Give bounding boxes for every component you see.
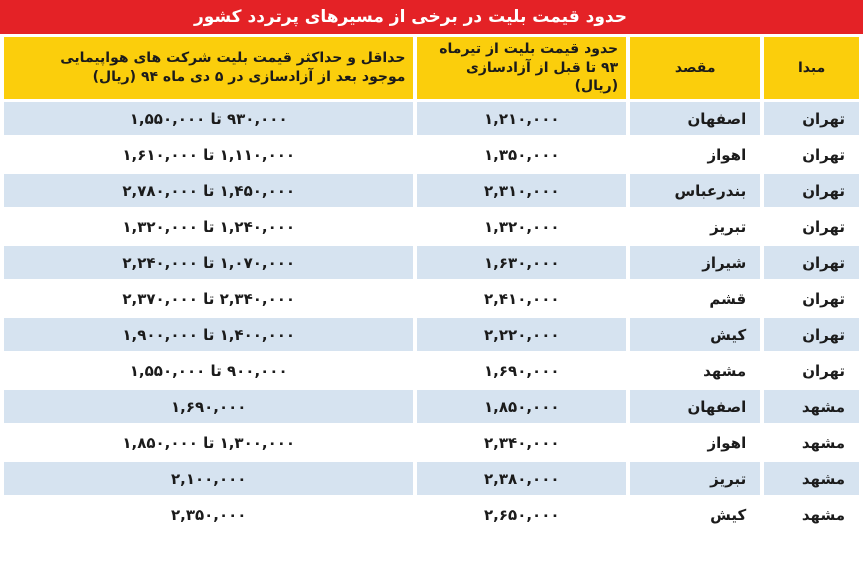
price-before-cell: ۲,۴۱۰,۰۰۰ [417,282,626,315]
table-row [4,138,859,171]
price-before-cell: ۱,۳۲۰,۰۰۰ [417,210,626,243]
destination-cell: تبریز [630,462,760,495]
table-title: حدود قیمت بلیت در برخی از مسیرهای پرتردد کشور [0,0,863,34]
origin-cell: تهران [764,354,859,387]
destination-cell: قشم [630,282,760,315]
header-destination: مقصد [630,37,760,99]
table-row [4,318,859,351]
price-before-cell: ۱,۳۵۰,۰۰۰ [417,138,626,171]
price-after-cell: ۱,۴۵۰,۰۰۰ تا ۲,۷۸۰,۰۰۰ [4,174,413,207]
price-after-cell: ۲,۱۰۰,۰۰۰ [4,462,413,495]
destination-cell: مشهد [630,354,760,387]
origin-cell: تهران [764,318,859,351]
origin-cell: مشهد [764,426,859,459]
price-after-cell: ۹۰۰,۰۰۰ تا ۱,۵۵۰,۰۰۰ [4,354,413,387]
price-before-cell: ۱,۶۳۰,۰۰۰ [417,246,626,279]
price-after-cell: ۱,۰۷۰,۰۰۰ تا ۲,۲۴۰,۰۰۰ [4,246,413,279]
table-row [4,354,859,387]
origin-cell: تهران [764,102,859,135]
price-before-cell: ۲,۳۸۰,۰۰۰ [417,462,626,495]
destination-cell: شیراز [630,246,760,279]
price-before-cell: ۲,۲۲۰,۰۰۰ [417,318,626,351]
table-row [4,426,859,459]
table-row [4,210,859,243]
origin-cell: تهران [764,246,859,279]
ticket-price-table [0,34,863,534]
destination-cell: تبریز [630,210,760,243]
destination-cell: اصفهان [630,102,760,135]
price-after-cell: ۱,۲۴۰,۰۰۰ تا ۱,۳۲۰,۰۰۰ [4,210,413,243]
table-row [4,246,859,279]
destination-cell: کیش [630,318,760,351]
origin-cell: مشهد [764,462,859,495]
origin-cell: تهران [764,174,859,207]
price-before-cell: ۱,۸۵۰,۰۰۰ [417,390,626,423]
table-row [4,462,859,495]
header-origin: مبدا [764,37,859,99]
origin-cell: مشهد [764,390,859,423]
price-before-cell: ۲,۳۴۰,۰۰۰ [417,426,626,459]
table-row [4,390,859,423]
destination-cell: اصفهان [630,390,760,423]
destination-cell: کیش [630,498,760,531]
header-row [4,37,859,99]
origin-cell: تهران [764,138,859,171]
origin-cell: مشهد [764,498,859,531]
destination-cell: اهواز [630,138,760,171]
table-row [4,102,859,135]
price-before-cell: ۲,۳۱۰,۰۰۰ [417,174,626,207]
price-after-cell: ۱,۳۰۰,۰۰۰ تا ۱,۸۵۰,۰۰۰ [4,426,413,459]
price-after-cell: ۲,۳۵۰,۰۰۰ [4,498,413,531]
price-before-cell: ۱,۶۹۰,۰۰۰ [417,354,626,387]
destination-cell: اهواز [630,426,760,459]
table-row [4,282,859,315]
price-after-cell: ۱,۱۱۰,۰۰۰ تا ۱,۶۱۰,۰۰۰ [4,138,413,171]
price-before-cell: ۲,۶۵۰,۰۰۰ [417,498,626,531]
price-before-cell: ۱,۲۱۰,۰۰۰ [417,102,626,135]
header-price-after: حداقل و حداکثر قیمت بلیت شرکت های هواپیمایی موجود بعد از آزادسازی در ۵ دی ماه ۹۴ (ریال) [4,37,413,99]
table-row [4,498,859,531]
price-after-cell: ۱,۴۰۰,۰۰۰ تا ۱,۹۰۰,۰۰۰ [4,318,413,351]
destination-cell: بندرعباس [630,174,760,207]
price-after-cell: ۹۳۰,۰۰۰ تا ۱,۵۵۰,۰۰۰ [4,102,413,135]
origin-cell: تهران [764,282,859,315]
price-after-cell: ۱,۶۹۰,۰۰۰ [4,390,413,423]
header-price-before: حدود قیمت بلیت از تیرماه ۹۳ تا قبل از آزادسازی (ریال) [417,37,626,99]
origin-cell: تهران [764,210,859,243]
price-after-cell: ۲,۳۴۰,۰۰۰ تا ۲,۳۷۰,۰۰۰ [4,282,413,315]
table-row [4,174,859,207]
